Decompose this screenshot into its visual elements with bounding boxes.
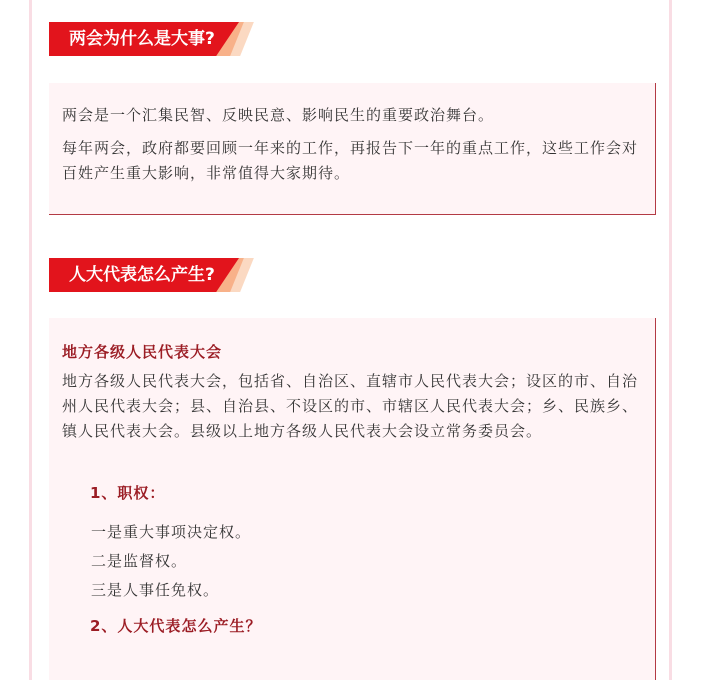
powers-list: [62, 518, 641, 605]
list-item: 三是人事任免权。: [91, 581, 220, 599]
paragraph: 两会是一个汇集民智、反映民意、影响民生的重要政治舞台。: [62, 106, 495, 124]
section-title-2: 人大代表怎么产生?: [69, 265, 215, 285]
subsection-title: 地方各级人民代表大会: [62, 343, 223, 361]
section-title-1: 两会为什么是大事?: [69, 29, 215, 49]
list-item: 一是重大事项决定权。: [91, 523, 252, 541]
frame-rail-left: [29, 0, 32, 680]
frame-rail-right: [669, 0, 672, 680]
content-box-1: [49, 83, 656, 215]
paragraph: 每年两会，政府都要回顾一年来的工作，再报告下一年的重点工作，这些工作会对百姓产生重大影响，非常值得大家期待。: [62, 139, 639, 182]
section-banner-1: [49, 22, 269, 56]
numbered-heading-1: 1、职权：: [90, 484, 166, 502]
section-banner-2: [49, 258, 269, 292]
list-item: 二是监督权。: [91, 552, 188, 570]
content-box-2: [49, 318, 656, 680]
numbered-heading-2: 2、人大代表怎么产生？: [90, 617, 262, 635]
paragraph: 地方各级人民代表大会，包括省、自治区、直辖市人民代表大会；设区的市、自治州人民代表大会；县、自治县、不设区的市、市辖区人民代表大会；乡、民族乡、镇人民代表大会。县级以上地方各级人民代表大会设立常务委员会。: [62, 372, 639, 440]
